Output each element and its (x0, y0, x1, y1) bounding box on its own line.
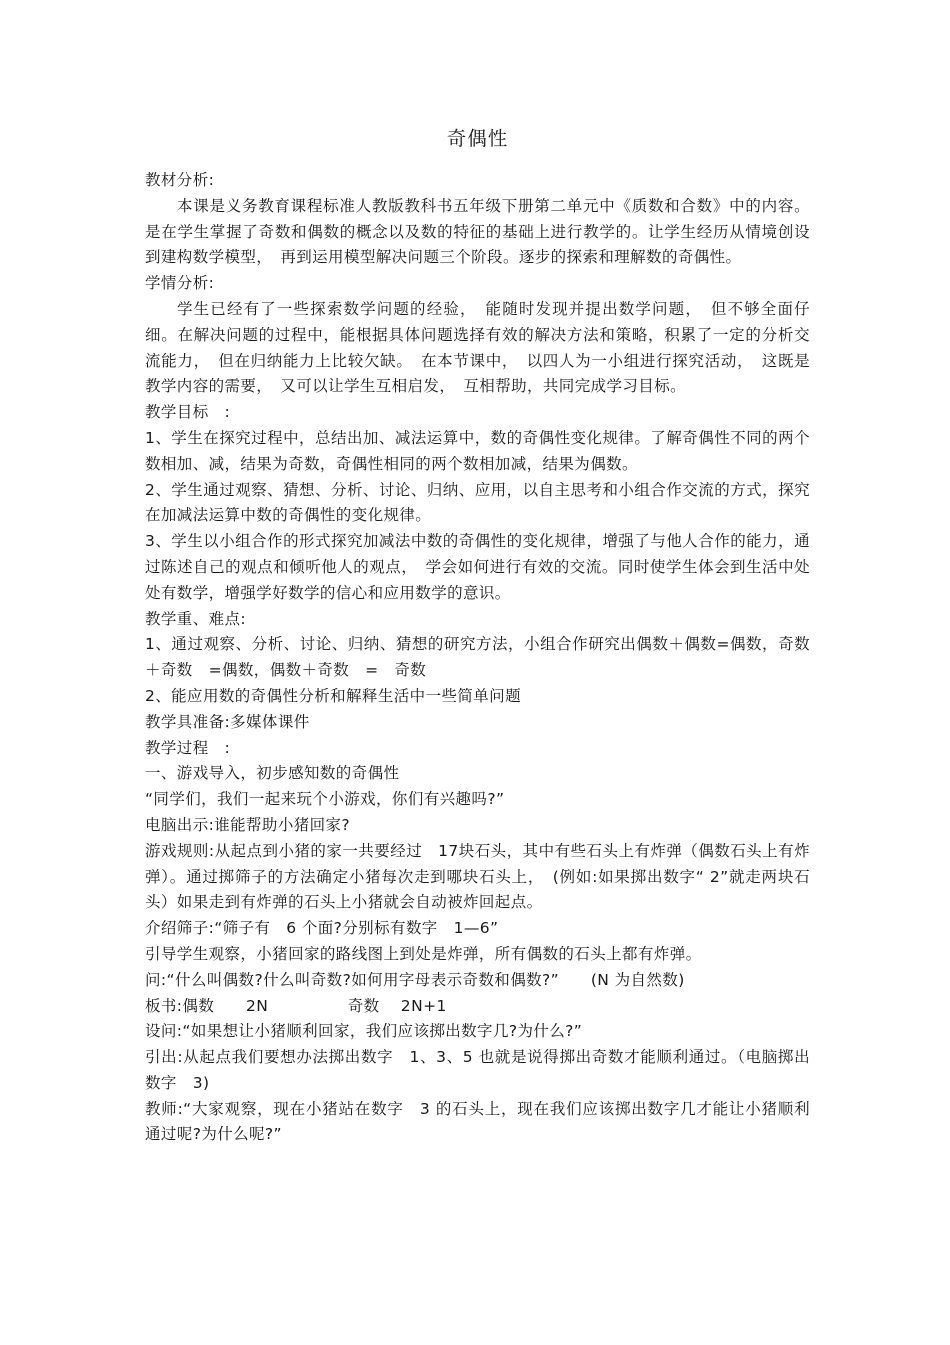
paragraph: 本课是义务教育课程标准人教版教科书五年级下册第二单元中《质数和合数》中的内容。是在学生掌握了奇数和偶数的概念以及数的特征的基础上进行教学的。让学生经历从情境创设到建构数学模型， 再到运用模型解决问题三个阶段。逐步的探索和理解数的奇偶性。 (145, 196, 810, 267)
paragraph: 学情分析: (145, 274, 215, 293)
paragraph: 1、学生在探究过程中，总结出加、减法运算中，数的奇偶性变化规律。了解奇偶性不同的两个数相加、减，结果为奇数，奇偶性相同的两个数相加减，结果为偶数。 (145, 428, 810, 473)
paragraph: 教学目标 : (145, 403, 231, 422)
paragraph: 设问:“如果想让小猪顺利回家，我们应该掷出数字几?为什么?” (145, 1022, 583, 1041)
paragraph: “同学们，我们一起来玩个小游戏，你们有兴趣吗?” (145, 790, 505, 809)
paragraph: 板书:偶数 2N 奇数 2N+1 (145, 996, 447, 1015)
paragraph: 教学过程 : (145, 738, 231, 757)
paragraph: 教师:“大家观察，现在小猪站在数字 3 的石头上，现在我们应该掷出数字几才能让小猪顺利通过呢?为什么呢?” (145, 1099, 810, 1144)
document-title: 奇偶性 (446, 127, 509, 150)
paragraph: 引出:从起点我们要想办法掷出数字 1、3、5 也就是说得掷出奇数才能顺利通过。（电脑掷出数字 3) (145, 1048, 810, 1092)
paragraph: 1、通过观察、分析、讨论、归纳、猜想的研究方法，小组合作研究出偶数＋偶数=偶数，奇数＋奇数 =偶数，偶数＋奇数 = 奇数 (145, 635, 810, 680)
paragraph: 教学重、难点: (145, 609, 247, 628)
paragraph: 游戏规则:从起点到小猪的家一共要经过 17块石头，其中有些石头上有炸弹（偶数石头上有炸弹）。通过掷筛子的方法确定小猪每次走到哪块石头上， (例如:如果掷出数字“ 2”就走两块石头）如果走到有炸弹的石头上小猪就会自动被炸回起点。 (145, 841, 810, 912)
paragraph: 教学具准备:多媒体课件 (145, 712, 310, 731)
paragraph: 电脑出示:谁能帮助小猪回家? (145, 815, 351, 834)
paragraph: 学生已经有了一些探索数学问题的经验， 能随时发现并提出数学问题， 但不够全面仔细。在解决问题的过程中，能根据具体问题选择有效的解决方法和策略，积累了一定的分析交流能力， 但在归纳能力上比较欠缺。 在本节课中， 以四人为一小组进行探究活动， 这既是教学内容的需要， 又可以让学生互相启发， 互相帮助，共同完成学习目标。 (145, 299, 810, 396)
paragraph: 问:“什么叫偶数?什么叫奇数?如何用字母表示奇数和偶数?” (N 为自然数) (145, 970, 685, 989)
paragraph: 3、学生以小组合作的形式探究加减法中数的奇偶性的变化规律，增强了与他人合作的能力，通过陈述自己的观点和倾听他人的观点， 学会如何进行有效的交流。同时使学生体会到生活中处处有数学，增强学好数学的信心和应用数学的意识。 (145, 532, 810, 602)
paragraph: 2、学生通过观察、猜想、分析、讨论、归纳、应用，以自主思考和小组合作交流的方式，探究在加减法运算中数的奇偶性的变化规律。 (145, 480, 810, 525)
paragraph: 介绍筛子:“筛子有 6 个面?分别标有数字 1—6” (145, 919, 499, 938)
paragraph: 引导学生观察，小猪回家的路线图上到处是炸弹，所有偶数的石头上都有炸弹。 (145, 944, 702, 963)
paragraph: 一、游戏导入，初步感知数的奇偶性 (145, 764, 400, 783)
paragraph: 教材分析: (145, 171, 215, 189)
paragraph: 2、能应用数的奇偶性分析和解释生活中一些简单问题 (145, 686, 521, 705)
document-body (145, 168, 810, 1148)
